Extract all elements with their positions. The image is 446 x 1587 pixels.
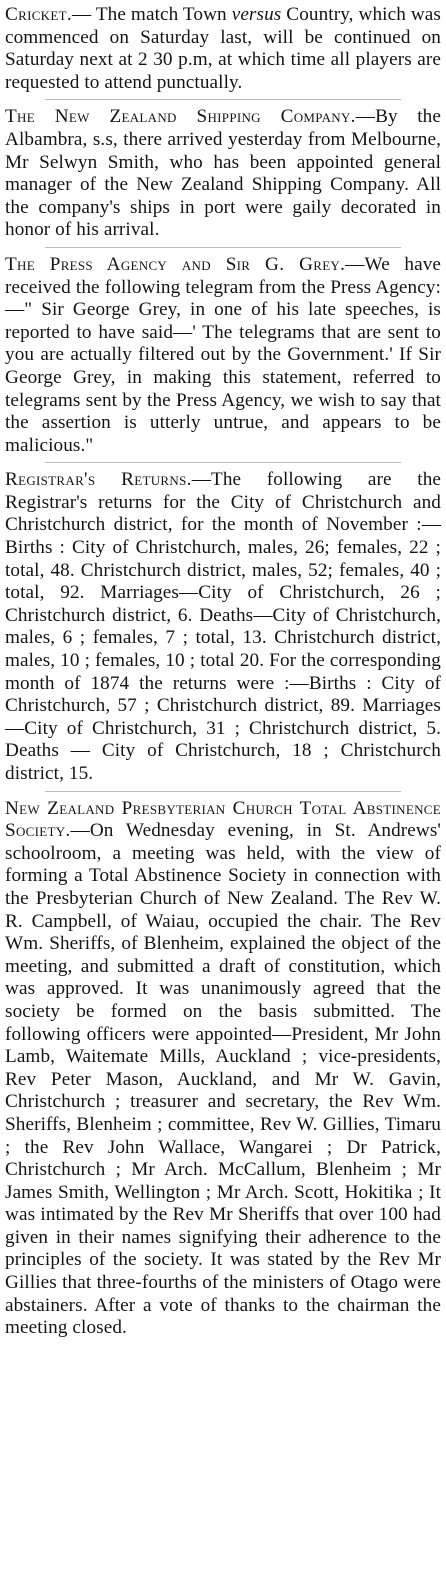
article-heading: The New Zealand Shipping Company. bbox=[5, 106, 356, 128]
column-rule bbox=[45, 791, 401, 792]
article-heading: Cricket. bbox=[5, 4, 72, 25]
article-shipping-company bbox=[5, 106, 441, 242]
article-body: —On Wednesday evening, in St. Andrews' schoolroom, a meeting was held, with the view of forming a Total Abstinence Society in connection with the Presbyterian Church of New Zealand. The Rev W. R. Campbell, of Waiau, occupied the chair. The Rev Wm. Sheriffs, of Blenheim, explained the object of the meeting, and submitted a draft of constitution, which was approved. It was unanimously agreed that the society be formed on the basis submitted. The following officers were appointed—President, Mr John Lamb, Waitemate Mills, Auckland ; vice-presidents, Rev Peter Mason, Auckland, and Mr W. Gavin, Christchurch ; treasurer and secretary, the Rev Wm. Sheriffs, Blenheim ; committee, Rev W. Gillies, Timaru ; the Rev John Wallace, Wangarei ; Dr Patrick, Christchurch ; Mr Arch. McCallum, Blenheim ; Mr James Smith, Wellington ; Mr Arch. Scott, Hokitika ; It was intimated by the Rev Mr Sheriffs that over 100 had given in their names signifying their adherence to the principles of the society. It was stated by the Rev Mr Gillies that three-fourths of the ministers of Otago were abstainers. After a vote of thanks to the chairman the meeting closed. bbox=[5, 820, 441, 1339]
column-rule bbox=[45, 247, 401, 248]
article-text bbox=[5, 798, 441, 1340]
article-body: Country, which was commenced on Saturday last, will be continued on Saturday next at 2 30 p.m, at which time all players are requested to attend punctually. bbox=[5, 4, 441, 93]
article-body-italic: versus bbox=[231, 4, 282, 25]
article-press-agency bbox=[5, 254, 441, 457]
article-heading: New Zealand Presbyterian Church Total Abstinence Society. bbox=[5, 797, 441, 842]
article-text bbox=[5, 469, 441, 785]
article-registrar-returns bbox=[5, 469, 441, 785]
article-heading: Registrar's Returns. bbox=[5, 469, 192, 491]
article-heading: The Press Agency and Sir G. Grey. bbox=[5, 253, 346, 275]
article-text bbox=[5, 4, 441, 94]
article-body: — The match Town bbox=[71, 4, 232, 25]
article-body: —The following are the Registrar's returns for the City of Christchurch and Christchurch district, for the month of November :—Births : City of Christchurch, males, 26; females, 22 ; total, 48. Christchurch district, males, 52; females, 40 ; total, 92. Marriages—City of Christchurch, 26 ; Christchurch district, 6. Deaths—City of Christchurch, males, 6 ; females, 7 ; total, 13. Christchurch district, males, 10 ; females, 10 ; total 20. For the corresponding month of 1874 the returns were :—Births : City of Christchurch, 57 ; Christchurch district, 89. Marriages—City of Christchurch, 31 ; Christchurch district, 5. Deaths — City of Christchurch, 18 ; Christchurch district, 15. bbox=[5, 469, 441, 784]
column-rule bbox=[45, 462, 401, 463]
column-rule bbox=[45, 99, 401, 100]
article-abstinence-society bbox=[5, 798, 441, 1340]
article-text bbox=[5, 106, 441, 242]
article-cricket bbox=[5, 4, 441, 94]
article-body: —By the Albambra, s.s, there arrived yesterday from Melbourne, Mr Selwyn Smith, who has been appointed general manager of the New Zealand Shipping Company. All the company's ships in port were gaily decorated in honor of his arrival. bbox=[5, 106, 441, 241]
article-body: —We have received the following telegram from the Press Agency:—" Sir George Grey, in one of his late speeches, is reported to have said—' The telegrams that are sent to you are actually filtered out by the Government.' If Sir George Grey, in making this statement, referred to telegrams sent by the Press Agency, we wish to say that the assertion is utterly untrue, and appears to be malicious." bbox=[5, 253, 441, 456]
article-text bbox=[5, 254, 441, 457]
